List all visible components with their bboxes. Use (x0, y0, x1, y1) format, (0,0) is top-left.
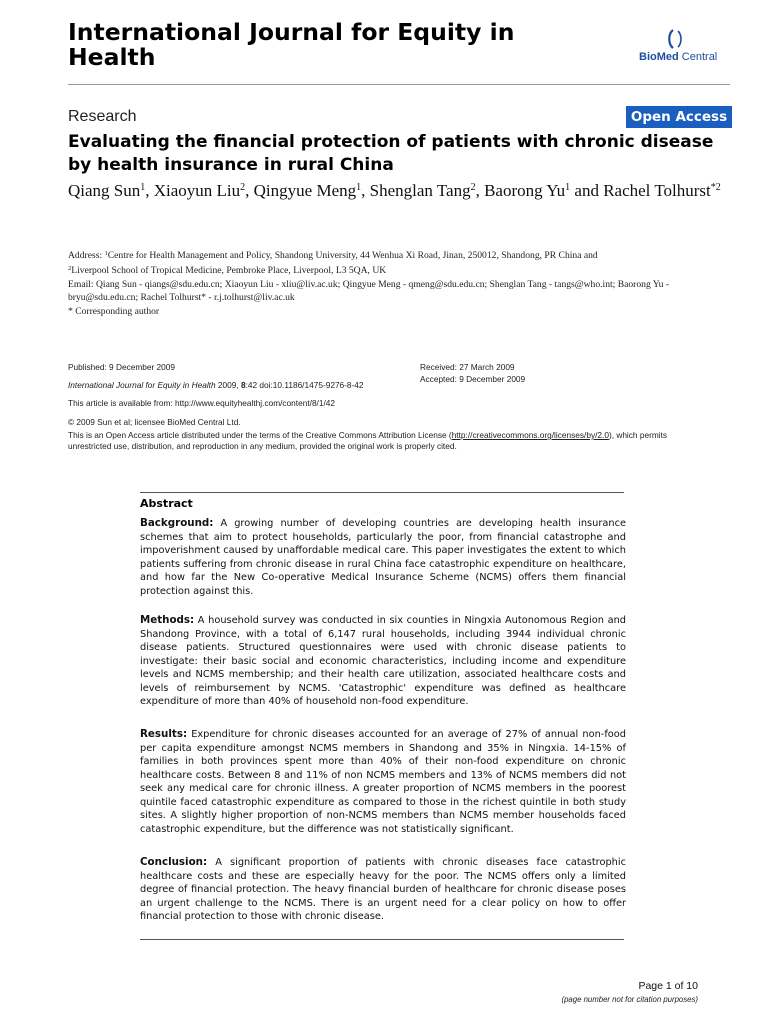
author-affiliation: 1 (565, 182, 571, 193)
citation-line (68, 380, 364, 391)
author-separator: , (475, 181, 485, 200)
address-line-2: Liverpool School of Tropical Medicine, Pembroke Place, Liverpool, L3 5QA, UK (71, 264, 387, 276)
open-access-badge: Open Access (626, 106, 732, 128)
address-sup-2: 2 (68, 264, 72, 272)
abstract-heading: Abstract (140, 497, 193, 510)
citation-journal: International Journal for Equity in Health (68, 380, 216, 390)
copyright-notice: © 2009 Sun et al; licensee BioMed Central Ltd. (68, 417, 241, 427)
citation-volume: 8 (240, 380, 246, 390)
author-emails: Email: Qiang Sun - qiangs@sdu.edu.cn; Xiaoyun Liu - xliu@liv.ac.uk; Qingyue Meng - qmeng@sdu.edu.cn; Shenglan Tang - tangs@who.int; Baorong Yu - bryu@sdu.edu.cn; Rachel Tolhurst* - r.j.tolhurst@liv.ac.uk (68, 279, 670, 303)
background-text: A growing number of developing countries are developing health insurance schemes that aim to protect households, particularly the poor, from financial catastrophe and impoverishment caused by unaffordable medical care. This paper investigates the extent to which patients suffering from chronic disease in rural China face catastrophic expenditure on healthcare, and how far the New Co-operative Medical Insurance Scheme (NCMS) offers them financial protection against this. (140, 518, 626, 597)
abstract-conclusion (140, 856, 626, 924)
conclusion-text: A significant proportion of patients with chronic diseases face catastrophic healthcare costs and these are especially heavy for the poor. The NCMS offers only a limited degree of financial protection. The heavy financial burden of healthcare for chronic disease poses an urgent challenge to the NCMS. There is an urgent need for a clear policy on how to offer financial protection to those with chronic disease. (140, 857, 626, 922)
published-date: Published: 9 December 2009 (68, 362, 176, 372)
author-separator: and (570, 181, 604, 200)
address-sup-1: 1 (104, 250, 108, 257)
author-name: Shenglan Tang (369, 181, 471, 200)
author-affiliation: 2 (240, 182, 246, 193)
author-address (68, 248, 728, 277)
header-divider (68, 84, 730, 85)
page-number: Page 1 of 10 (638, 980, 698, 992)
abstract-bottom-divider (140, 939, 624, 940)
author-name: Rachel Tolhurst (603, 181, 711, 200)
license-notice (68, 430, 708, 452)
results-text: Expenditure for chronic diseases accounted for an average of 27% of annual non-food per capita expenditure amongst NCMS members in Shandong and 35% in Ningxia. 14-15% of families in both provinces spent more than 40% of their non-food expenditure on chronic healthcare costs. Between 8 and 11% of non NCMS members and 13% of NCMS members did not seek any medical care for chronic illness. A greater proportion of NCMS members in the poorest quintile faced catastrophic expenditure as compared to those in the richest quintile in both study sites. A slightly higher proportion of non-NCMS members than NCMS member households faced catastrophic expenditure, but the difference was not statistically significant. (140, 729, 626, 835)
accepted-date: Accepted: 9 December 2009 (420, 374, 526, 384)
methods-text: A household survey was conducted in six counties in Ningxia Autonomous Region and Shandong Province, with a total of 6,147 rural households, including 3944 individual chronic disease patients. Structured questionnaires were used with chronic disease patients to investigate: their basic social and economic characteristics, including income and expenditure levels and NCMS membership; and their health care utilization, associated healthcare costs and levels of reimbursement by NCMS. 'Catastrophic' expenditure was defined as healthcare expenditure of more than 40% of household non-food expenditure. (140, 615, 626, 707)
corresponding-author-note: * Corresponding author (68, 306, 160, 317)
received-date: Received: 27 March 2009 (420, 362, 515, 372)
conclusion-label: Conclusion: (140, 856, 208, 868)
author-name: Qingyue Meng (253, 181, 357, 200)
author-separator: , (245, 181, 254, 200)
logo-text-central: Central (678, 51, 718, 63)
author-separator: , (361, 181, 370, 200)
page-number-note: (page number not for citation purposes) (561, 995, 698, 1004)
author-affiliation: 2 (470, 182, 476, 193)
article-title: Evaluating the financial protection of patients with chronic disease by health insurance in rural China (68, 132, 714, 175)
license-link[interactable]: http://creativecommons.org/licenses/by/2.0 (451, 430, 609, 440)
logo-text-biomed: BioMed (639, 51, 679, 63)
author-list (68, 177, 728, 202)
address-line-1: Centre for Health Management and Policy, Shandong University, 44 Wenhua Xi Road, Jinan, 250012, Shandong, PR China and (107, 250, 598, 261)
author-affiliation: 1 (140, 182, 146, 193)
abstract-background (140, 517, 626, 598)
author-affiliation: 1 (356, 182, 362, 193)
author-affiliation: *2 (710, 182, 721, 193)
abstract-top-divider (140, 492, 624, 493)
license-text-post: ), which permits unrestricted use, distribution, and reproduction in any medium, provided the original work is properly cited. (68, 430, 668, 451)
results-label: Results: (140, 728, 188, 740)
author-name: Xiaoyun Liu (153, 181, 241, 200)
address-prefix: Address: (68, 250, 105, 261)
journal-title: International Journal for Equity in Health (68, 18, 515, 71)
abstract-methods (140, 614, 626, 709)
citation-year: 2009, (215, 380, 241, 390)
biomed-central-logo (636, 28, 716, 72)
citation-doi: :42 doi:10.1186/1475-9276-8-42 (245, 380, 364, 390)
section-label: Research (68, 108, 137, 125)
biomed-central-logo-icon (666, 28, 686, 50)
author-separator: , (145, 181, 154, 200)
author-name: Qiang Sun (68, 181, 141, 200)
article-url: This article is available from: http://www.equityhealthj.com/content/8/1/42 (68, 398, 336, 408)
abstract-results (140, 728, 626, 836)
background-label: Background: (140, 517, 214, 529)
author-name: Baorong Yu (484, 181, 566, 200)
license-text-pre: This is an Open Access article distributed under the terms of the Creative Commons Attribution License ( (68, 430, 452, 440)
methods-label: Methods: (140, 614, 195, 626)
